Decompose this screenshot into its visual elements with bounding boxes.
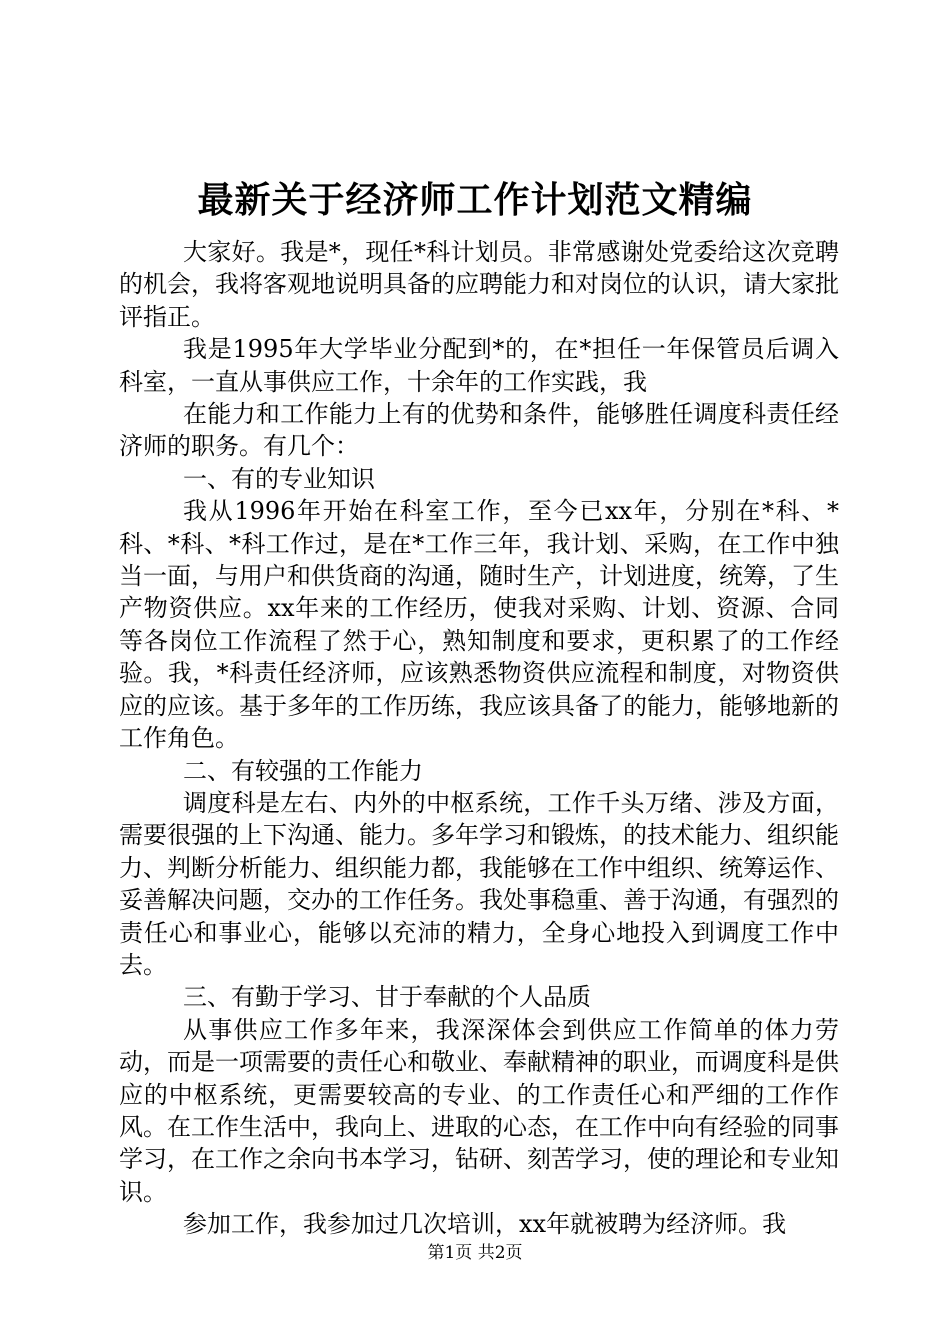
paragraph: 我是1995年大学毕业分配到*的，在*担任一年保管员后调入科室，一直从事供应工作，十余年的工作实践，我 xyxy=(119,335,839,396)
page-footer: 第1页 共2页 xyxy=(427,1243,523,1263)
section-heading: 二、有较强的工作能力 xyxy=(183,756,423,785)
section-heading: 三、有勤于学习、甘于奉献的个人品质 xyxy=(183,983,591,1012)
paragraph: 大家好。我是*，现任*科计划员。非常感谢处党委给这次竞聘的机会，我将客观地说明具备的应聘能力和对岗位的认识，请大家批评指正。 xyxy=(119,238,839,331)
paragraph: 调度科是左右、内外的中枢系统，工作千头万绪、涉及方面，需要很强的上下沟通、能力。多年学习和锻炼，的技术能力、组织能力、判断分析能力、组织能力都，我能够在工作中组织、统筹运作、妥善解决问题，交办的工作任务。我处事稳重、善于沟通，有强烈的责任心和事业心，能够以充沛的精力，全身心地投入到调度工作中去。 xyxy=(119,788,839,979)
section-heading: 一、有的专业知识 xyxy=(183,464,375,493)
document-title: 最新关于经济师工作计划范文精编 xyxy=(197,179,753,221)
paragraph: 从事供应工作多年来，我深深体会到供应工作简单的体力劳动，而是一项需要的责任心和敬业、奉献精神的职业，而调度科是供应的中枢系统，更需要较高的专业、的工作责任心和严细的工作作风。在工作生活中，我向上、进取的心态，在工作中向有经验的同事学习，在工作之余向书本学习，钻研、刻苦学习，使的理论和专业知识。 xyxy=(119,1015,839,1206)
paragraph: 在能力和工作能力上有的优势和条件，能够胜任调度科责任经济师的职务。有几个： xyxy=(119,400,839,461)
paragraph: 参加工作，我参加过几次培训，xx年就被聘为经济师。我 xyxy=(183,1210,787,1239)
paragraph: 我从1996年开始在科室工作，至今已xx年，分别在*科、*科、*科、*科工作过，是在*工作三年，我计划、采购，在工作中独当一面，与用户和供货商的沟通，随时生产，计划进度，统筹，了生产物资供应。xx年来的工作经历，使我对采购、计划、资源、合同等各岗位工作流程了然于心，熟知制度和要求，更积累了的工作经验。我，*科责任经济师，应该熟悉物资供应流程和制度，对物资供应的应该。基于多年的工作历练，我应该具备了的能力，能够地新的工作角色。 xyxy=(119,497,839,753)
document-body xyxy=(119,236,839,1241)
